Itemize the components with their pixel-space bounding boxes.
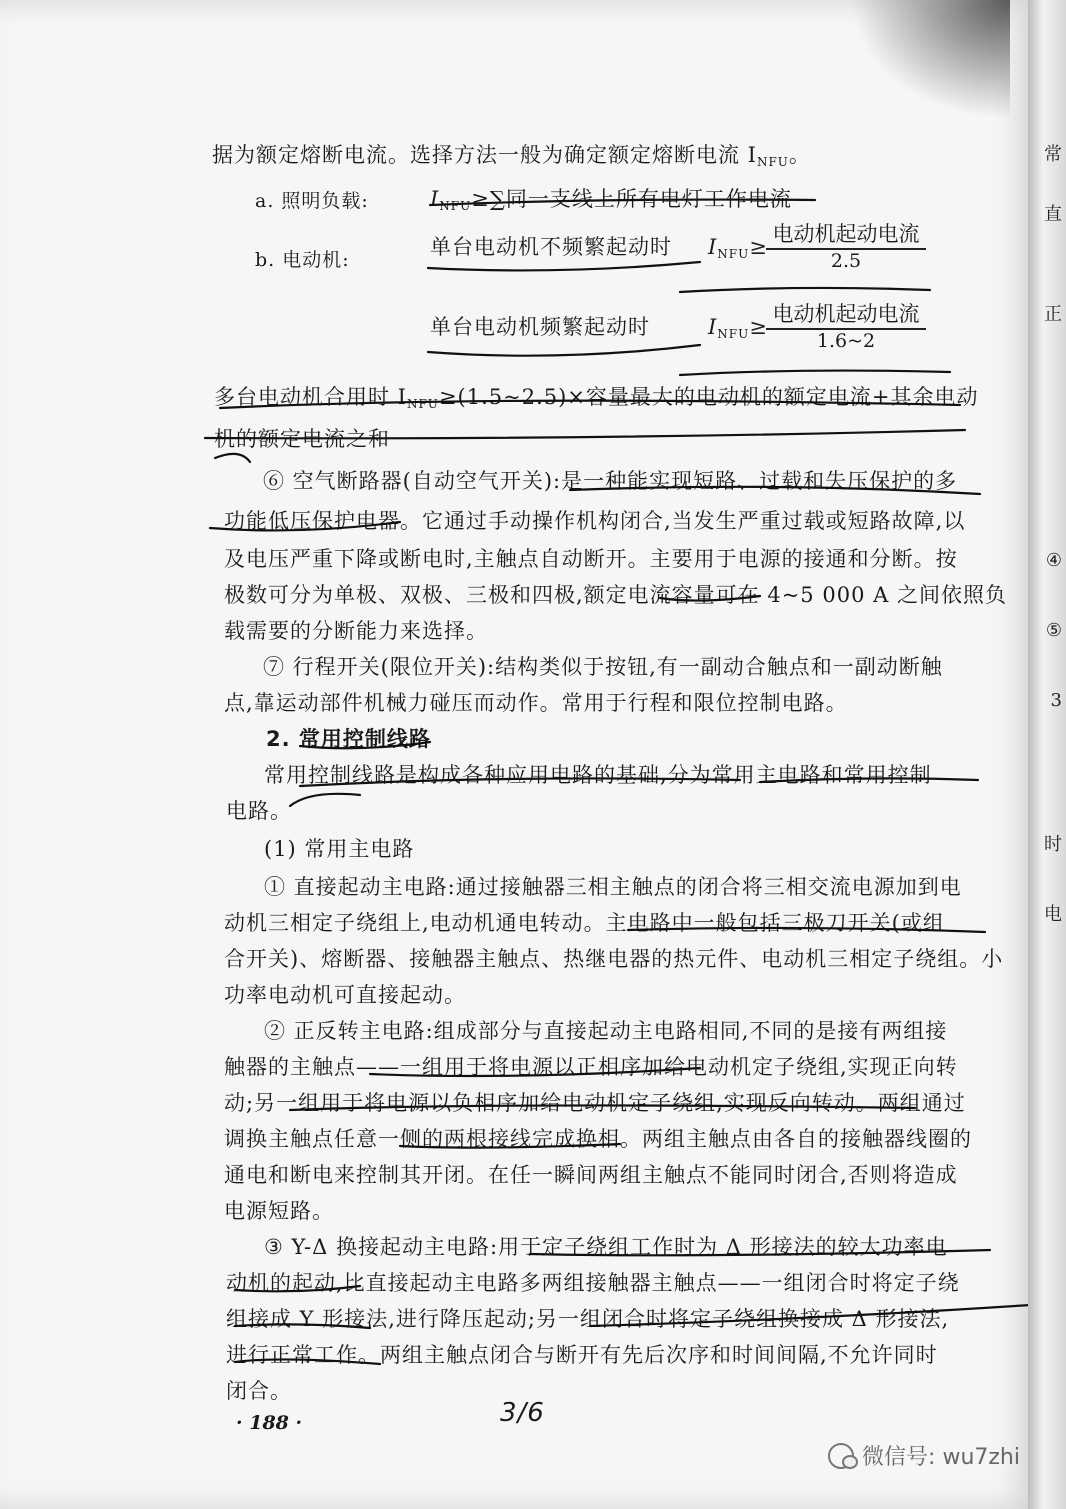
- text-line: 动机三相定子绕组上,电动机通电转动。主电路中一般包括三极刀开关(或组: [224, 911, 945, 935]
- text-line: 据为额定熔断电流。选择方法一般为确定额定熔断电流 $I_{NFU}$。: [212, 143, 811, 169]
- formula-b1-lhs: $I_{NFU}\ge$: [708, 235, 768, 261]
- text-line: 载需要的分断能力来选择。: [224, 619, 488, 643]
- text-line: ③ Y-Δ 换接起动主电路:用于定子绕组工作时为 Δ 形接法的较大功率电: [264, 1235, 948, 1259]
- page-number: · 188 ·: [236, 1412, 303, 1434]
- text-line: 及电压严重下降或断电时,主触点自动断开。主要用于电源的接通和分断。按: [224, 547, 958, 571]
- formula-b2-lhs: $I_{NFU}\ge$: [708, 315, 768, 341]
- label-b: b. 电动机:: [255, 249, 350, 271]
- watermark-text: 微信号: wu7zhi: [862, 1445, 1020, 1470]
- spine-char: 正: [1044, 304, 1062, 325]
- spine-char: 时: [1044, 834, 1062, 855]
- text-line: 多台电动机合用时 $I_{NFU}\ge(1.5\sim 2.5)\times$容量最大的电动机的额定电流+其余电动: [214, 385, 979, 411]
- text-line: 动机的起动,比直接起动主电路多两组接触器主触点——一组闭合时将定子绕: [226, 1271, 960, 1295]
- formula-a: $I_{NFU}\ge\sum$同一支线上所有电灯工作电流: [430, 187, 792, 213]
- formula-b1-text: 单台电动机不频繁起动时: [430, 235, 672, 259]
- text-line: 机的额定电流之和: [214, 427, 390, 451]
- spine-char: 电: [1044, 904, 1062, 925]
- fraction-b1: 电动机起动电流 2.5: [766, 218, 926, 272]
- text-line: 动;另一组用于将电源以负相序加给电动机定子绕组,实现反向转动。两组通过: [224, 1091, 966, 1115]
- spine-char: ⑤: [1045, 620, 1062, 641]
- text-line: ② 正反转主电路:组成部分与直接起动主电路相同,不同的是接有两组接: [264, 1019, 948, 1043]
- text-line: 点,靠运动部件机械力碰压而动作。常用于行程和限位控制电路。: [224, 691, 848, 715]
- text-line: ⑥ 空气断路器(自动空气开关):是一种能实现短路、过载和失压保护的多: [263, 469, 958, 493]
- text-line: 进行正常工作。两组主触点闭合与断开有先后次序和时间间隔,不允许同时: [226, 1343, 938, 1367]
- fraction-b2: 电动机起动电流 1.6~2: [766, 298, 926, 352]
- subsection-heading: (1) 常用主电路: [264, 837, 415, 861]
- spine-char: 3: [1050, 690, 1062, 711]
- text-line: 组接成 Y 形接法,进行降压起动;另一组闭合时将定子绕组换接成 Δ 形接法,: [226, 1307, 950, 1331]
- text-line: 电源短路。: [224, 1199, 334, 1223]
- spine-char: ④: [1045, 550, 1062, 571]
- spine-char: 常: [1044, 144, 1062, 165]
- text-line: 合开关)、熔断器、接触器主触点、热继电器的热元件、电动机三相定子绕组。小: [224, 947, 1004, 971]
- wechat-icon: [828, 1443, 854, 1469]
- section-heading: 2. 常用控制线路: [266, 727, 431, 751]
- text-line: 通电和断电来控制其开闭。在任一瞬间两组主触点不能同时闭合,否则将造成: [224, 1163, 958, 1187]
- label-a: a. 照明负载:: [255, 190, 369, 212]
- text-line: 电路。: [226, 799, 292, 823]
- text-line: ① 直接起动主电路:通过接触器三相主触点的闭合将三相交流电源加到电: [264, 875, 962, 899]
- text-line: 功率电动机可直接起动。: [224, 983, 466, 1007]
- formula-b2-text: 单台电动机频繁起动时: [430, 315, 650, 339]
- handwritten-note: 3/6: [500, 1398, 545, 1428]
- text-line: 触器的主触点——一组用于将电源以正相序加给电动机定子绕组,实现正向转: [224, 1055, 958, 1079]
- text-line: ⑦ 行程开关(限位开关):结构类似于按钮,有一副动合触点和一副动断触: [263, 655, 943, 679]
- text-line: 功能低压保护电器。它通过手动操作机构闭合,当发生严重过载或短路故障,以: [224, 509, 966, 533]
- text-line: 极数可分为单极、双极、三极和四极,额定电流容量可在 4~5 000 A 之间依照负: [224, 583, 1007, 607]
- text-line: 调换主触点任意一侧的两根接线完成换相。两组主触点由各自的接触器线圈的: [224, 1127, 972, 1151]
- text-line: 闭合。: [226, 1379, 292, 1403]
- wechat-watermark: [828, 1440, 1020, 1471]
- spine-char: 直: [1044, 204, 1062, 225]
- adjacent-page-edge: [1028, 0, 1066, 1509]
- text-line: 常用控制线路是构成各种应用电路的基础,分为常用主电路和常用控制: [264, 763, 932, 787]
